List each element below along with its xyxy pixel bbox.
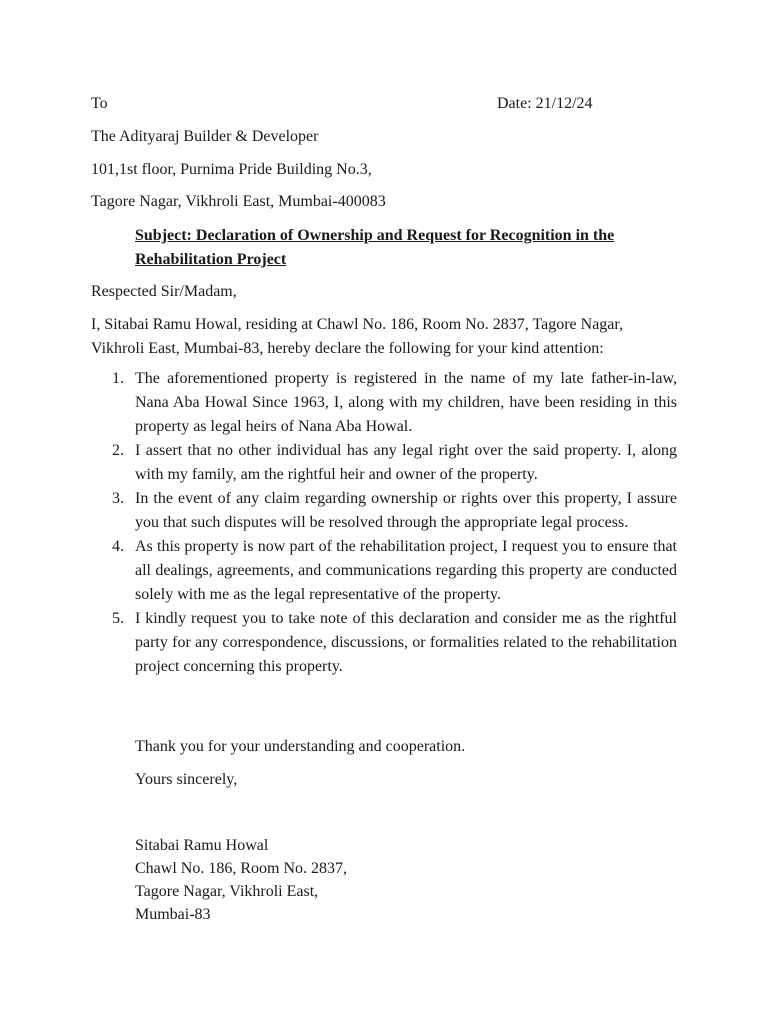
- salutation: Respected Sir/Madam,: [91, 283, 237, 300]
- list-item: [91, 487, 677, 535]
- list-item: [91, 367, 677, 439]
- list-item: [91, 535, 677, 607]
- recipient-name: The Adityaraj Builder & Developer: [91, 128, 319, 145]
- to-label: To: [91, 95, 108, 112]
- list-item: [91, 607, 677, 679]
- list-item-number: 2.: [112, 442, 124, 459]
- signature-address-line: Mumbai-83: [135, 906, 211, 923]
- list-item-text: The aforementioned property is registered in the name of my late father-in-law, Nana Aba Howal Since 1963, I, along with my children, have been residing in this property as legal heirs of Nana Aba Howal.: [135, 370, 677, 435]
- recipient-address-line: Tagore Nagar, Vikhroli East, Mumbai-400083: [91, 193, 386, 210]
- list-item-number: 5.: [112, 610, 124, 627]
- list-item: [91, 439, 677, 487]
- intro-paragraph: I, Sitabai Ramu Howal, residing at Chawl No. 186, Room No. 2837, Tagore Nagar, Vikhroli East, Mumbai-83, hereby declare the following for your kind attention:: [91, 316, 624, 357]
- list-item-number: 4.: [112, 538, 124, 555]
- signature-address-line: Tagore Nagar, Vikhroli East,: [135, 883, 319, 900]
- list-item-number: 3.: [112, 490, 124, 507]
- letter-subject: Subject: Declaration of Ownership and Request for Recognition in the Rehabilitation Project: [135, 227, 615, 268]
- list-item-text: In the event of any claim regarding ownership or rights over this property, I assure you that such disputes will be resolved through the appropriate legal process.: [135, 490, 677, 531]
- list-item-text: I kindly request you to take note of this declaration and consider me as the rightful party for any correspondence, discussions, or formalities related to the rehabilitation project concerning this property.: [135, 610, 677, 675]
- list-item-number: 1.: [112, 370, 124, 387]
- signature-name: Sitabai Ramu Howal: [135, 837, 269, 854]
- recipient-address-line: 101,1st floor, Purnima Pride Building No.3,: [91, 161, 372, 178]
- declaration-list: [91, 367, 677, 679]
- signature-address-line: Chawl No. 186, Room No. 2837,: [135, 860, 347, 877]
- closing-line: Yours sincerely,: [135, 771, 238, 788]
- list-item-text: I assert that no other individual has any legal right over the said property. I, along with my family, am the rightful heir and owner of the property.: [135, 442, 677, 483]
- list-item-text: As this property is now part of the rehabilitation project, I request you to ensure that all dealings, agreements, and communications regarding this property are conducted solely with me as the legal representative of the property.: [135, 538, 677, 603]
- letter-date: Date: 21/12/24: [497, 95, 593, 112]
- thanks-line: Thank you for your understanding and cooperation.: [135, 738, 466, 755]
- signature-block: [135, 834, 347, 926]
